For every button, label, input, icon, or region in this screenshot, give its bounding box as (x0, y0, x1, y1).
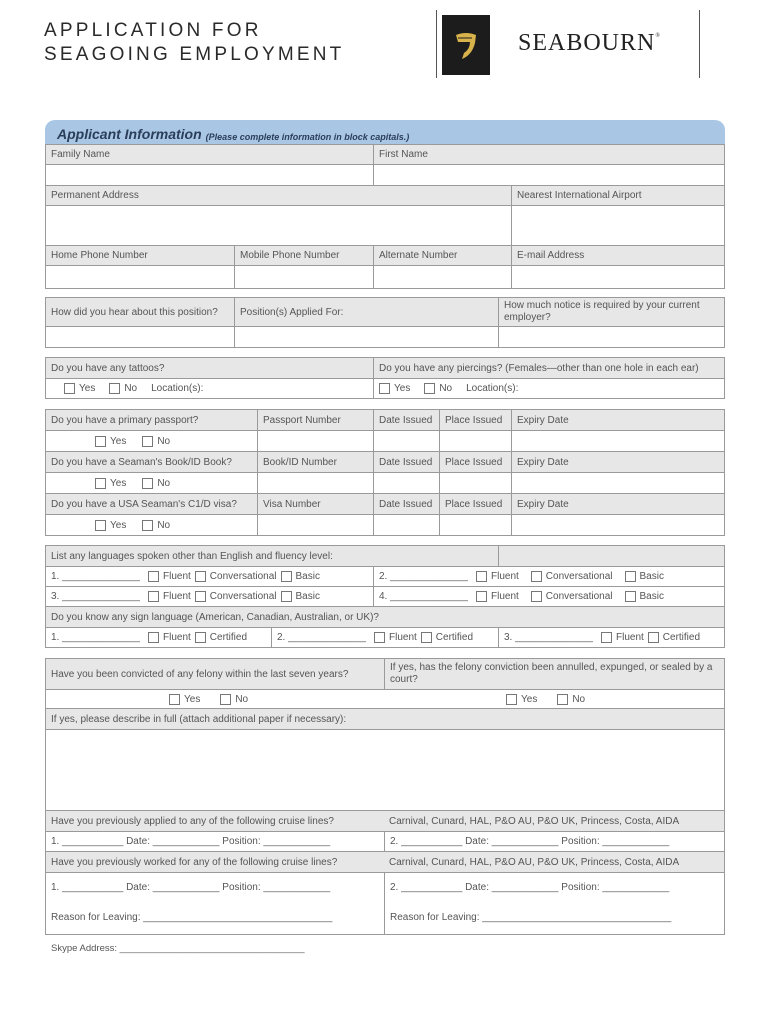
visa-no-label: No (157, 519, 171, 531)
visa-date-issued-field[interactable] (373, 515, 439, 535)
worked-cruise-question: Have you previously worked for any of the following cruise lines? (51, 856, 338, 868)
sign-3-certified-checkbox[interactable] (648, 632, 659, 643)
certified-label: Certified (662, 632, 701, 643)
position-applied-field[interactable] (234, 327, 498, 347)
tattoos-question: Do you have any tattoos? (51, 362, 165, 374)
annulled-yes-checkbox[interactable] (506, 694, 517, 705)
visa-no-checkbox[interactable] (142, 520, 153, 531)
seaman-book-yes-label: Yes (110, 477, 127, 489)
mobile-phone-field[interactable] (234, 266, 373, 288)
sign-3-line[interactable]: 3. ______________ (504, 632, 593, 643)
fluent-label: Fluent (162, 632, 191, 643)
felony-no-label: No (235, 693, 249, 705)
nearest-airport-label: Nearest International Airport (511, 186, 724, 205)
piercings-question: Do you have any piercings? (Females—other than one hole in each ear) (373, 358, 724, 378)
visa-place-issued-label: Place Issued (439, 494, 511, 514)
language-2-line[interactable]: 2. ______________ (379, 571, 468, 582)
position-applied-label: Position(s) Applied For: (234, 298, 498, 326)
visa-expiry-label: Expiry Date (511, 494, 724, 514)
passport-number-field[interactable] (257, 431, 373, 451)
home-phone-label: Home Phone Number (51, 250, 148, 261)
section-subheading: (Please complete information in block capitals.) (205, 132, 410, 142)
annulled-yes-label: Yes (521, 693, 538, 705)
annulled-no-label: No (572, 693, 586, 705)
visa-expiry-field[interactable] (511, 515, 724, 535)
sign-2-line[interactable]: 2. ______________ (277, 632, 366, 643)
first-name-label: First Name (373, 145, 724, 164)
piercings-no-checkbox[interactable] (424, 383, 435, 394)
felony-annulled-question: If yes, has the felony conviction been annulled, expunged, or sealed by a court? (384, 659, 724, 689)
applicant-section-header (45, 120, 725, 144)
language-3-basic-checkbox[interactable] (281, 591, 292, 602)
language-2-conversational-checkbox[interactable] (531, 571, 542, 582)
sign-3-fluent-checkbox[interactable] (601, 632, 612, 643)
applied-cruise-question: Have you previously applied to any of the following cruise lines? (51, 815, 334, 827)
book-date-issued-label: Date Issued (373, 452, 439, 472)
tattoos-yes-label: Yes (79, 383, 96, 394)
passport-expiry-field[interactable] (511, 431, 724, 451)
conversational-label: Conversational (209, 591, 277, 602)
languages-question: List any languages spoken other than English and fluency level: (51, 550, 333, 562)
piercings-yes-checkbox[interactable] (379, 383, 390, 394)
language-4-fluent-checkbox[interactable] (476, 591, 487, 602)
first-name-field[interactable] (373, 165, 724, 185)
form-title (44, 19, 344, 67)
passport-yes-label: Yes (110, 435, 127, 447)
language-2-basic-checkbox[interactable] (625, 571, 636, 582)
sign-1-fluent-checkbox[interactable] (148, 632, 159, 643)
book-place-issued-label: Place Issued (439, 452, 511, 472)
visa-place-issued-field[interactable] (439, 515, 511, 535)
visa-date-issued-label: Date Issued (373, 494, 439, 514)
piercings-yes-label: Yes (394, 383, 411, 394)
hear-position-field[interactable] (46, 327, 234, 347)
reason-leaving-1[interactable]: Reason for Leaving: __________________________________ (51, 912, 333, 923)
language-3-conversational-checkbox[interactable] (195, 591, 206, 602)
book-expiry-label: Expiry Date (511, 452, 724, 472)
piercings-no-label: No (439, 383, 453, 394)
annulled-no-checkbox[interactable] (557, 694, 568, 705)
basic-label: Basic (295, 591, 320, 602)
seaman-book-question: Do you have a Seaman's Book/ID Book? (51, 456, 232, 468)
felony-no-checkbox[interactable] (220, 694, 231, 705)
sign-1-line[interactable]: 1. ______________ (51, 632, 140, 643)
certified-label: Certified (435, 632, 474, 643)
visa-yes-label: Yes (110, 519, 127, 531)
basic-label: Basic (639, 591, 664, 602)
skype-address-field[interactable]: Skype Address: ___________________________________ (51, 943, 305, 954)
language-2-fluent-checkbox[interactable] (476, 571, 487, 582)
passport-no-label: No (157, 435, 171, 447)
basic-label: Basic (295, 571, 320, 582)
nearest-airport-field[interactable] (511, 206, 724, 245)
notice-field[interactable] (498, 327, 724, 347)
basic-label: Basic (639, 571, 664, 582)
seaman-book-yes-checkbox[interactable] (95, 478, 106, 489)
title-line-1: APPLICATION FOR (44, 20, 262, 41)
seaman-book-no-checkbox[interactable] (142, 478, 153, 489)
language-3-fluent-checkbox[interactable] (148, 591, 159, 602)
passport-place-issued-label: Place Issued (439, 410, 511, 430)
book-number-label: Book/ID Number (257, 452, 373, 472)
notice-label: How much notice is required by your current employer? (498, 298, 724, 326)
history-section (45, 658, 725, 935)
permanent-address-field[interactable] (46, 206, 511, 245)
fluent-label: Fluent (388, 632, 417, 643)
applied-entry-2[interactable]: 2. ___________ Date: ____________ Position: ____________ (384, 832, 724, 851)
passport-question: Do you have a primary passport? (51, 414, 199, 426)
fluent-label: Fluent (490, 571, 519, 582)
alternate-number-field[interactable] (373, 266, 511, 288)
brand-name: SEABOURN® (518, 30, 661, 56)
passport-yes-checkbox[interactable] (95, 436, 106, 447)
conversational-label: Conversational (209, 571, 277, 582)
seaman-book-no-label: No (157, 477, 171, 489)
felony-yes-checkbox[interactable] (169, 694, 180, 705)
section-heading: Applicant Information (57, 126, 202, 142)
book-date-issued-field[interactable] (373, 473, 439, 493)
felony-question: Have you been convicted of any felony within the last seven years? (51, 668, 349, 680)
certified-label: Certified (209, 632, 248, 643)
sign-2-certified-checkbox[interactable] (421, 632, 432, 643)
tattoos-no-label: No (124, 383, 138, 394)
fluent-label: Fluent (162, 591, 191, 602)
hear-position-label: How did you hear about this position? (51, 306, 218, 318)
language-4-line[interactable]: 4. ______________ (379, 591, 468, 602)
passport-no-checkbox[interactable] (142, 436, 153, 447)
applied-entry-1[interactable]: 1. ___________ Date: ____________ Position: ____________ (51, 836, 331, 847)
email-label: E-mail Address (511, 246, 724, 265)
position-section (45, 297, 725, 348)
body-art-section (45, 357, 725, 399)
tattoos-location-label: Location(s): (151, 383, 204, 394)
language-1-line[interactable]: 1. ______________ (51, 571, 140, 582)
sign-2-fluent-checkbox[interactable] (374, 632, 385, 643)
visa-number-field[interactable] (257, 515, 373, 535)
reason-leaving-2[interactable]: Reason for Leaving: __________________________________ (390, 912, 672, 923)
tattoos-no-checkbox[interactable] (109, 383, 120, 394)
felony-yes-label: Yes (184, 693, 201, 705)
mobile-phone-label: Mobile Phone Number (234, 246, 373, 265)
conversational-label: Conversational (545, 571, 613, 582)
title-line-2: SEAGOING EMPLOYMENT (44, 44, 345, 65)
family-name-field[interactable] (46, 165, 373, 185)
felony-describe-label: If yes, please describe in full (attach additional paper if necessary): (51, 713, 347, 725)
piercings-location-label: Location(s): (466, 383, 519, 394)
passport-number-label: Passport Number (257, 410, 373, 430)
worked-entry-2[interactable]: 2. ___________ Date: ____________ Position: ____________ (390, 882, 670, 893)
applied-cruise-lines: Carnival, Cunard, HAL, P&O AU, P&O UK, Princess, Costa, AIDA (389, 815, 680, 827)
sign-language-question: Do you know any sign language (American, Canadian, Australian, or UK)? (51, 611, 379, 623)
passport-date-issued-field[interactable] (373, 431, 439, 451)
passport-place-issued-field[interactable] (439, 431, 511, 451)
worked-entry-1[interactable]: 1. ___________ Date: ____________ Position: ____________ (51, 882, 331, 893)
book-number-field[interactable] (257, 473, 373, 493)
email-field[interactable] (511, 266, 724, 288)
visa-number-label: Visa Number (257, 494, 373, 514)
home-phone-field[interactable] (46, 266, 234, 288)
passport-date-issued-label: Date Issued (373, 410, 439, 430)
language-3-line[interactable]: 3. ______________ (51, 591, 140, 602)
language-1-conversational-checkbox[interactable] (195, 571, 206, 582)
visa-question: Do you have a USA Seaman's C1/D visa? (51, 498, 237, 510)
book-expiry-field[interactable] (511, 473, 724, 493)
fluent-label: Fluent (162, 571, 191, 582)
applicant-section (45, 144, 725, 289)
language-1-fluent-checkbox[interactable] (148, 571, 159, 582)
languages-section (45, 545, 725, 648)
seabourn-logo-icon (442, 15, 490, 75)
permanent-address-label: Permanent Address (51, 190, 139, 201)
tattoos-yes-checkbox[interactable] (64, 383, 75, 394)
worked-cruise-lines: Carnival, Cunard, HAL, P&O AU, P&O UK, Princess, Costa, AIDA (389, 856, 680, 868)
documents-section (45, 409, 725, 536)
registered-mark: ® (655, 33, 661, 39)
book-place-issued-field[interactable] (439, 473, 511, 493)
language-4-basic-checkbox[interactable] (625, 591, 636, 602)
language-1-basic-checkbox[interactable] (281, 571, 292, 582)
passport-expiry-label: Expiry Date (511, 410, 724, 430)
fluent-label: Fluent (615, 632, 644, 643)
family-name-label: Family Name (51, 149, 110, 160)
felony-describe-field[interactable] (46, 730, 724, 810)
visa-yes-checkbox[interactable] (95, 520, 106, 531)
conversational-label: Conversational (545, 591, 613, 602)
sign-1-certified-checkbox[interactable] (195, 632, 206, 643)
fluent-label: Fluent (490, 591, 519, 602)
language-4-conversational-checkbox[interactable] (531, 591, 542, 602)
alternate-number-label: Alternate Number (373, 246, 511, 265)
